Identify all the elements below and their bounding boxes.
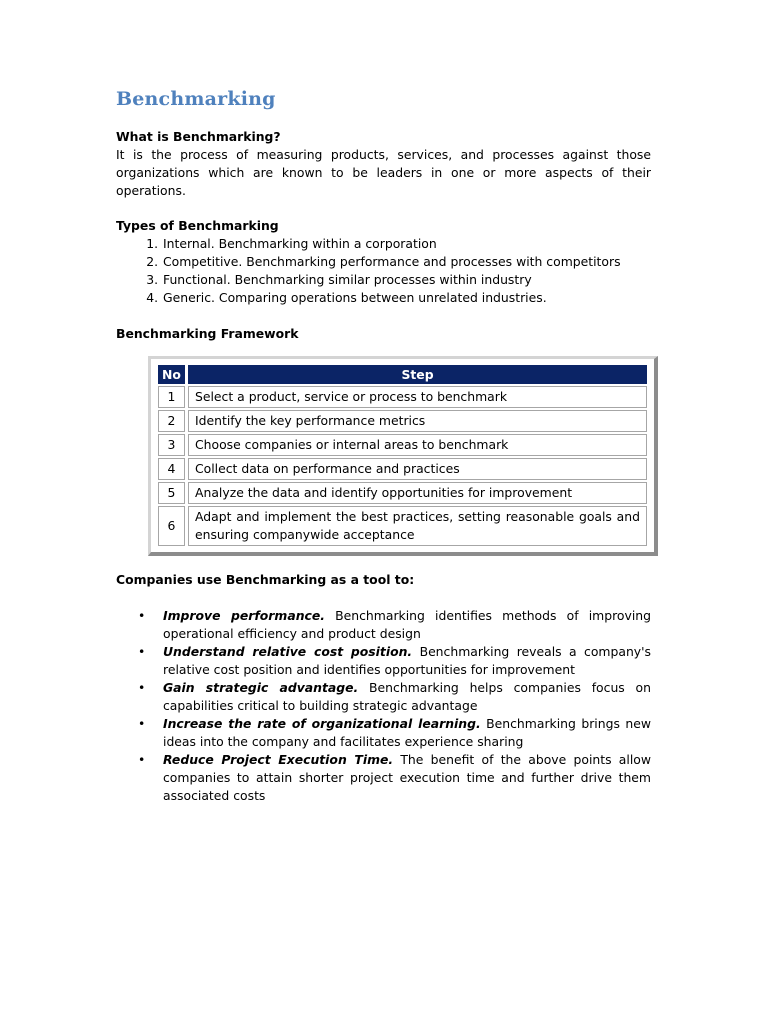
row-number: 4	[158, 458, 185, 480]
uses-heading: Companies use Benchmarking as a tool to:	[116, 572, 415, 587]
list-item-term: Gain strategic advantage.	[163, 680, 359, 695]
framework-table	[155, 363, 650, 548]
row-number: 6	[158, 506, 185, 546]
types-item-generic: 4. Generic. Comparing operations between unrelated industries.	[162, 289, 651, 307]
list-item-term: Understand relative cost position.	[163, 644, 413, 659]
list-item-text: The benefit of the above points allow companies to attain shorter project execution time and further drive them associated costs	[163, 752, 651, 803]
list-item-text: Benchmarking brings new ideas into the company and facilitates experience sharing	[163, 716, 651, 749]
table-row	[158, 410, 647, 432]
types-item-internal: 1. Internal. Benchmarking within a corporation	[162, 235, 651, 253]
row-step: Select a product, service or process to benchmark	[188, 386, 647, 408]
column-header-no: No	[158, 365, 185, 384]
bullet-icon: •	[138, 644, 146, 659]
table-header-row	[158, 365, 647, 384]
list-item	[138, 607, 651, 643]
row-number: 1	[158, 386, 185, 408]
list-item	[138, 643, 651, 679]
table-row	[158, 386, 647, 408]
row-step: Adapt and implement the best practices, setting reasonable goals and ensuring companywide acceptance	[188, 506, 647, 546]
table-row	[158, 458, 647, 480]
list-item-term: Improve performance.	[163, 608, 325, 623]
list-item-term: Reduce Project Execution Time.	[163, 752, 394, 767]
bullet-icon: •	[138, 608, 146, 623]
bullet-icon: •	[138, 680, 146, 695]
list-item	[138, 715, 651, 751]
bullet-icon: •	[138, 752, 146, 767]
list-item-text: Benchmarking identifies methods of improving operational efficiency and product design	[163, 608, 651, 641]
table-row	[158, 506, 647, 546]
types-list	[116, 235, 651, 307]
types-heading: Types of Benchmarking	[116, 218, 279, 233]
what-body: It is the process of measuring products, services, and processes against those organizations which are known to be leaders in one or more aspects of their operations.	[116, 147, 651, 198]
table-row	[158, 434, 647, 456]
list-item	[138, 751, 651, 805]
row-number: 2	[158, 410, 185, 432]
list-item	[138, 679, 651, 715]
what-heading: What is Benchmarking?	[116, 129, 281, 144]
table-row	[158, 482, 647, 504]
list-item-text: Benchmarking reveals a company's relative cost position and identifies opportunities for improvement	[163, 644, 651, 677]
list-item-term: Increase the rate of organizational learning.	[163, 716, 481, 731]
row-step: Identify the key performance metrics	[188, 410, 647, 432]
row-number: 3	[158, 434, 185, 456]
framework-heading: Benchmarking Framework	[116, 326, 299, 341]
list-item-text: Benchmarking helps companies focus on capabilities critical to building strategic advantage	[163, 680, 651, 713]
bullet-icon: •	[138, 716, 146, 731]
row-step: Collect data on performance and practices	[188, 458, 647, 480]
types-item-functional: 3. Functional. Benchmarking similar processes within industry	[162, 271, 651, 289]
column-header-step: Step	[188, 365, 647, 384]
row-number: 5	[158, 482, 185, 504]
row-step: Analyze the data and identify opportunities for improvement	[188, 482, 647, 504]
types-item-competitive: 2. Competitive. Benchmarking performance and processes with competitors	[162, 253, 651, 271]
uses-list	[116, 607, 651, 805]
framework-table-frame	[148, 356, 658, 556]
page-title: Benchmarking	[116, 88, 276, 110]
document-page	[116, 84, 651, 805]
row-step: Choose companies or internal areas to benchmark	[188, 434, 647, 456]
